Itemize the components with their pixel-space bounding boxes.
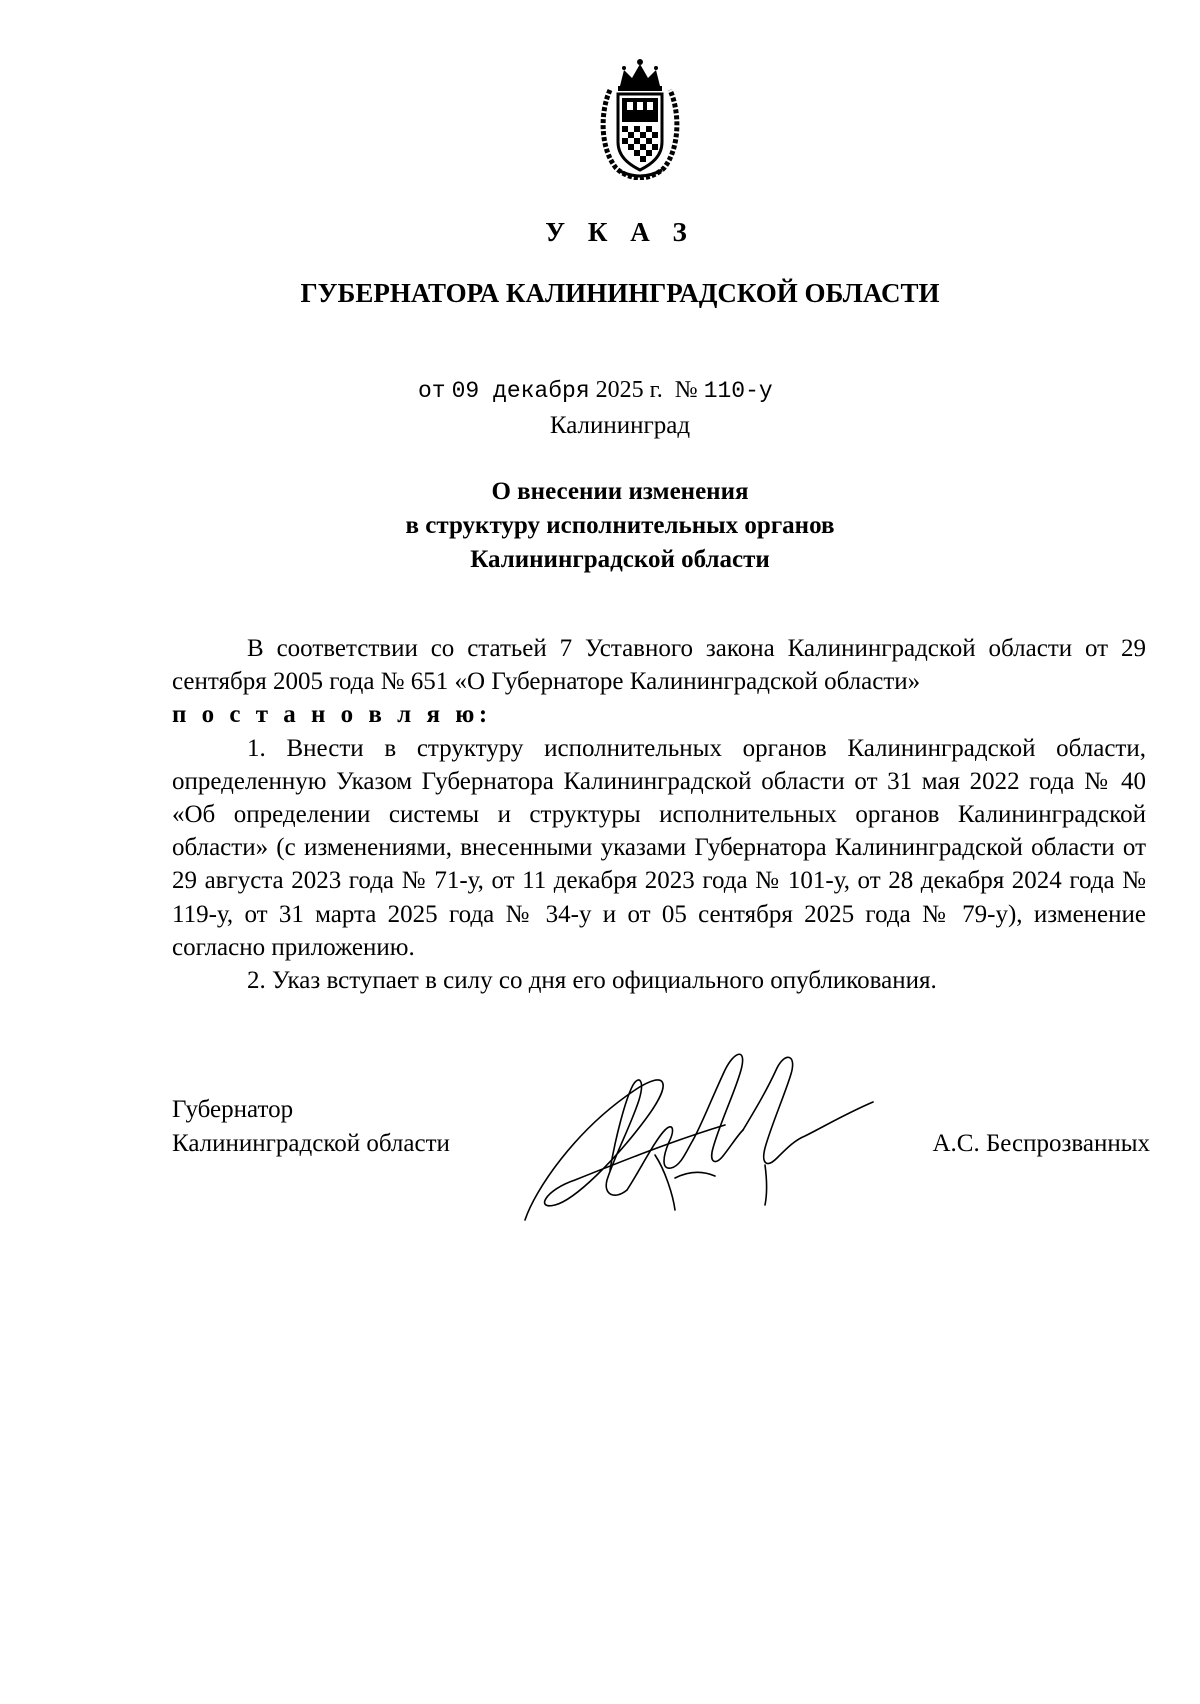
date-prefix: от bbox=[418, 378, 446, 404]
issuer-title: ГУБЕРНАТОРА КАЛИНИНГРАДСКОЙ ОБЛАСТИ bbox=[300, 278, 940, 308]
subject-line-3: Калининградской области bbox=[470, 546, 770, 573]
date-day-month: 09 декабря bbox=[451, 378, 590, 404]
signatory-name: А.С. Беспрозванных bbox=[932, 1130, 1150, 1157]
document-number: 110-у bbox=[703, 378, 773, 404]
subject-line-2: в структуру исполнительных органов bbox=[405, 512, 835, 539]
handwritten-signature bbox=[515, 1030, 885, 1230]
number-sign: № bbox=[674, 377, 698, 403]
document-subject bbox=[0, 475, 1200, 577]
subject-line-1: О внесении изменения bbox=[491, 478, 749, 505]
date-number-line bbox=[418, 377, 773, 404]
coat-of-arms-emblem bbox=[596, 56, 684, 180]
preamble-paragraph: В соответствии со статьей 7 Уставного закона Калининградской области от 29 сентября 2005 года № 651 «О Губернаторе Калининградской области» bbox=[172, 635, 1146, 696]
item-1-paragraph: 1. Внести в структуру исполнительных органов Калининградской области, определенную Указом Губернатора Калининградской области от 31 мая 2022 года № 40 «Об определении системы и структуры исполнительных органов Калининградской области» (с изменениями, внесенными указами Губернатора Калининградской области от 29 августа 2023 года № 71-у, от 11 декабря 2023 года № 101-у, от 28 декабря 2024 года № 119-у, от 31 марта 2025 года № 34-у и от 05 сентября 2025 года № 79-у), изменение согласно приложению. bbox=[172, 734, 1146, 961]
signatory-position bbox=[172, 1093, 450, 1161]
document-body bbox=[172, 632, 1146, 997]
document-type-title: У К А З bbox=[545, 217, 695, 247]
city: Калининград bbox=[549, 412, 691, 439]
decree-word: п о с т а н о в л я ю: bbox=[172, 701, 492, 729]
item-2-paragraph: 2. Указ вступает в силу со дня его официального опубликования. bbox=[247, 967, 937, 995]
position-line-1: Губернатор bbox=[172, 1096, 294, 1123]
date-year: 2025 г. bbox=[595, 377, 663, 403]
position-line-2: Калининградской области bbox=[172, 1130, 450, 1157]
